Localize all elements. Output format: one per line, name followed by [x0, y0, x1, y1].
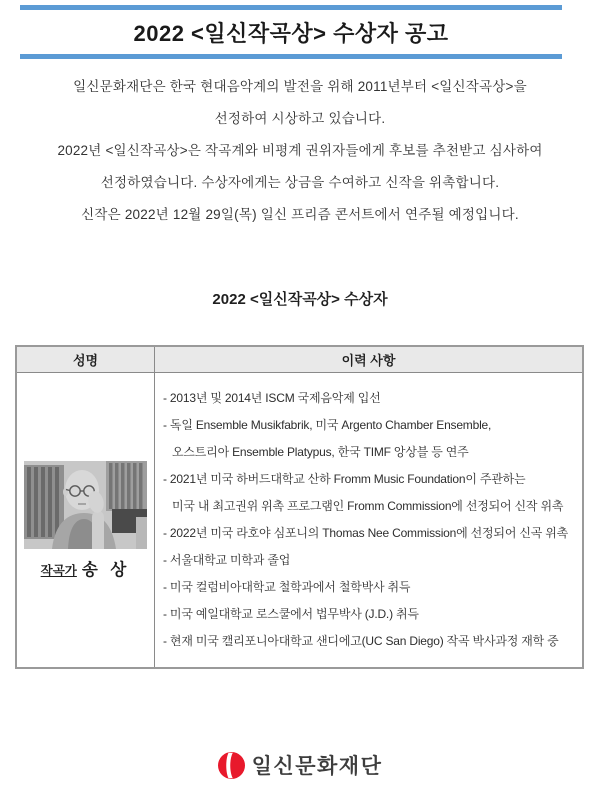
intro-line: 선정하였습니다. 수상자에게는 상금을 수여하고 신작을 위촉합니다.	[100, 175, 500, 190]
career-cell	[155, 373, 582, 667]
ilshin-logo-icon	[218, 752, 245, 779]
intro-line: 2022년 <일신작곡상>은 작곡계와 비평계 권위자들에게 후보를 추천받고 심사하여	[57, 143, 543, 158]
winner-cell	[17, 373, 155, 667]
career-line: - 미국 컬럼비아대학교 철학과에서 철학박사 취득	[163, 580, 411, 594]
table-body-row	[17, 373, 582, 667]
winner-caption	[41, 556, 131, 580]
career-line: - 독일 Ensemble Musikfabrik, 미국 Argento Chamber Ensemble,	[163, 418, 492, 432]
career-line: 미국 내 최고권위 위촉 프로그램인 Fromm Commission에 선정되어 신작 위촉	[172, 499, 564, 513]
winner-name: 송 상	[81, 560, 131, 579]
career-line: - 2013년 및 2014년 ISCM 국제음악제 입선	[163, 391, 381, 405]
career-line: - 현재 미국 캘리포니아대학교 샌디에고(UC San Diego) 작곡 박사과정 재학 중	[163, 634, 559, 648]
table-header-row	[17, 347, 582, 373]
intro-line: 일신문화재단은 한국 현대음악계의 발전을 위해 2011년부터 <일신작곡상>을	[73, 79, 527, 94]
foundation-name: 일신문화재단	[251, 755, 383, 778]
career-line: - 미국 예일대학교 로스쿨에서 법무박사 (J.D.) 취득	[163, 607, 419, 621]
winner-role-label: 작곡가	[40, 563, 77, 578]
career-line: - 서울대학교 미학과 졸업	[163, 553, 291, 567]
portrait-illustration	[24, 461, 147, 549]
intro-line: 신작은 2022년 12월 29일(목) 일신 프리즘 콘서트에서 연주될 예정입니다.	[81, 207, 519, 222]
career-list	[155, 373, 582, 667]
career-line: - 2022년 미국 라호야 심포니의 Thomas Nee Commission에 선정되어 신곡 위촉	[163, 526, 569, 540]
career-line: - 2021년 미국 하버드대학교 산하 Fromm Music Foundation이 주관하는	[163, 472, 526, 486]
winner-table	[15, 345, 584, 669]
intro-paragraphs	[0, 71, 600, 231]
intro-line: 선정하여 시상하고 있습니다.	[214, 111, 386, 126]
section-heading: 2022 <일신작곡상> 수상자	[212, 291, 388, 308]
header-career: 이력 사항	[341, 353, 396, 368]
page-title: 2022 <일신작곡상> 수상자 공고	[133, 21, 449, 46]
title-banner	[20, 5, 562, 59]
foundation-logo	[0, 750, 600, 780]
career-line: 오스트리아 Ensemble Platypus, 한국 TIMF 앙상블 등 연주	[172, 445, 469, 459]
winner-photo	[24, 461, 147, 549]
header-name: 성명	[17, 347, 155, 372]
